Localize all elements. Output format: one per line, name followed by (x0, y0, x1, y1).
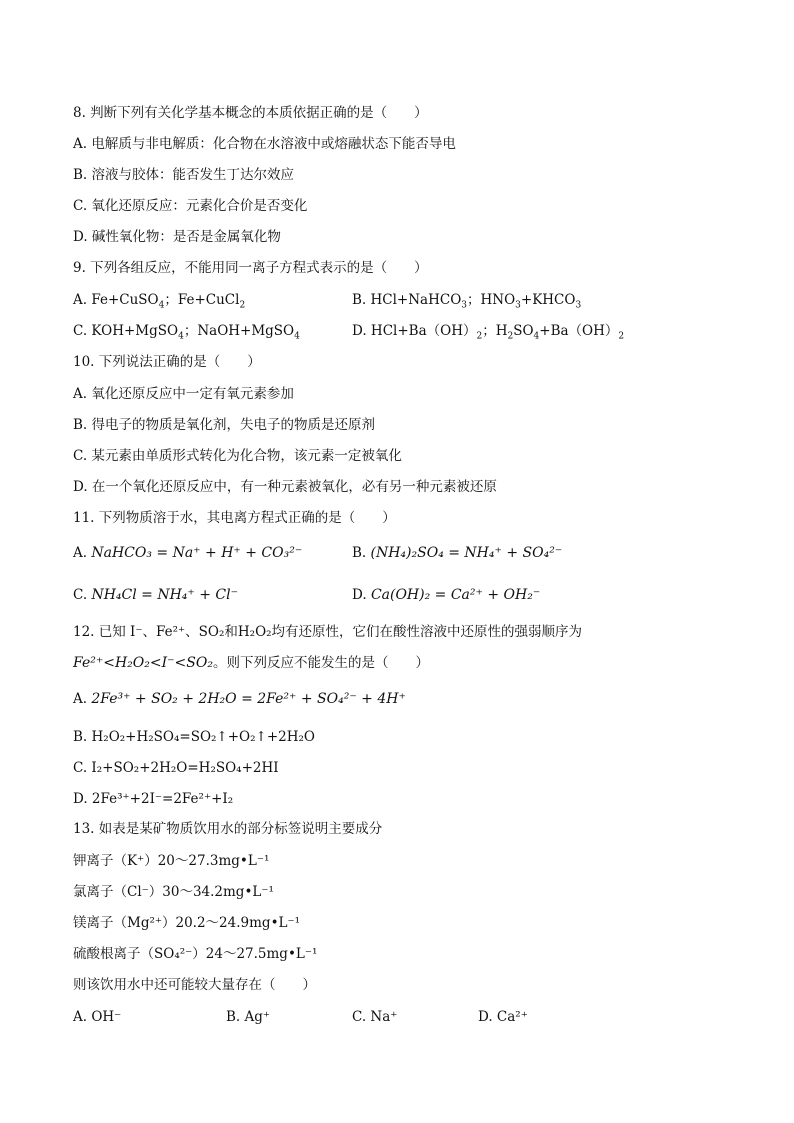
q11-b-equation: (NH₄)₂SO₄ = NH₄⁺ + SO₄²⁻ (370, 545, 563, 561)
q9-stem: 9. 下列各组反应，不能用同一离子方程式表示的是（ ） (73, 260, 428, 276)
q13-option-c: C. Na⁺ (352, 1009, 398, 1025)
q13-option-a: A. OH⁻ (73, 1009, 122, 1025)
q11-option-c: C. NH₄Cl = NH₄⁺ + Cl⁻ (73, 587, 238, 603)
q12-option-b: B. H₂O₂+H₂SO₄=SO₂↑+O₂↑+2H₂O (73, 729, 315, 745)
q12-option-c: C. I₂+SO₂+2H₂O=H₂SO₄+2HI (73, 760, 279, 776)
q11-stem: 11. 下列物质溶于水，其电离方程式正确的是（ ） (73, 510, 396, 526)
q13-chloride: 氯离子（Cl⁻）30～34.2mg•L⁻¹ (73, 884, 274, 900)
q8-option-c: C. 氧化还原反应：元素化合价是否变化 (73, 198, 308, 214)
q12-stem: 12. 已知 I⁻、Fe²⁺、SO₂和H₂O₂均有还原性，它们在酸性溶液中还原性的强弱顺序为 (73, 624, 583, 640)
q8-option-a: A. 电解质与非电解质：化合物在水溶液中或熔融状态下能否导电 (73, 136, 456, 152)
q11-option-a: A. NaHCO₃ = Na⁺ + H⁺ + CO₃²⁻ (73, 545, 303, 561)
q13-magnesium: 镁离子（Mg²⁺）20.2～24.9mg•L⁻¹ (73, 915, 301, 931)
q9-option-b: B. HCl+NaHCO$_3$；$HNO_3+KHCO_3$ (352, 292, 582, 311)
q13-option-b: B. Ag⁺ (226, 1009, 271, 1025)
q12-option-a: A. 2Fe³⁺ + SO₂ + 2H₂O = 2Fe²⁺ + SO₄²⁻ + 4H⁺ (73, 691, 406, 707)
q9-option-a: A. Fe+CuSO$_4$；Fe+CuCl$_2$ (73, 292, 246, 311)
q12-option-d: D. 2Fe³⁺+2I⁻=2Fe²⁺+I₂ (73, 791, 234, 807)
q9-option-c: C. KOH+MgSO$_4$；NaOH+MgSO$_4$ (73, 323, 300, 342)
q13-question: 则该饮用水中还可能较大量存在（ ） (73, 977, 316, 993)
q11-option-b: B. (NH₄)₂SO₄ = NH₄⁺ + SO₄²⁻ (352, 545, 563, 561)
q13-potassium: 钾离子（K⁺）20～27.3mg•L⁻¹ (73, 853, 270, 869)
q10-option-d: D. 在一个氧化还原反应中，有一种元素被氧化，必有另一种元素被还原 (73, 479, 497, 495)
q10-stem: 10. 下列说法正确的是（ ） (73, 354, 261, 370)
q12-order-equation: Fe²⁺<H₂O₂<I⁻<SO₂ (73, 655, 213, 671)
q13-option-d: D. Ca²⁺ (478, 1009, 528, 1025)
q10-option-a: A. 氧化还原反应中一定有氧元素参加 (73, 386, 294, 402)
q10-option-b: B. 得电子的物质是氧化剂，失电子的物质是还原剂 (73, 417, 376, 433)
q12-order-line: Fe²⁺<H₂O₂<I⁻<SO₂。则下列反应不能发生的是（ ） (73, 655, 429, 671)
q9-option-d: D. $HCl+Ba(OH)_2$；$H_2SO_4+Ba(OH)_2$ (352, 323, 625, 342)
q8-stem: 8. 判断下列有关化学基本概念的本质依据正确的是（ ） (73, 105, 428, 121)
q8-option-b: B. 溶液与胶体：能否发生丁达尔效应 (73, 167, 295, 183)
q13-sulfate: 硫酸根离子（SO₄²⁻）24～27.5mg•L⁻¹ (73, 946, 318, 962)
q11-a-equation: NaHCO₃ = Na⁺ + H⁺ + CO₃²⁻ (91, 545, 303, 561)
q12-a-equation: 2Fe³⁺ + SO₂ + 2H₂O = 2Fe²⁺ + SO₄²⁻ + 4H⁺ (91, 691, 406, 707)
q11-option-d: D. Ca(OH)₂ = Ca²⁺ + OH₂⁻ (352, 587, 541, 603)
q13-stem: 13. 如表是某矿物质饮用水的部分标签说明主要成分 (73, 821, 383, 837)
q11-d-equation: Ca(OH)₂ = Ca²⁺ + OH₂⁻ (370, 587, 541, 603)
q11-c-equation: NH₄Cl = NH₄⁺ + Cl⁻ (91, 587, 238, 603)
q8-option-d: D. 碱性氧化物：是否是金属氧化物 (73, 229, 281, 245)
q10-option-c: C. 某元素由单质形式转化为化合物，该元素一定被氧化 (73, 448, 402, 464)
